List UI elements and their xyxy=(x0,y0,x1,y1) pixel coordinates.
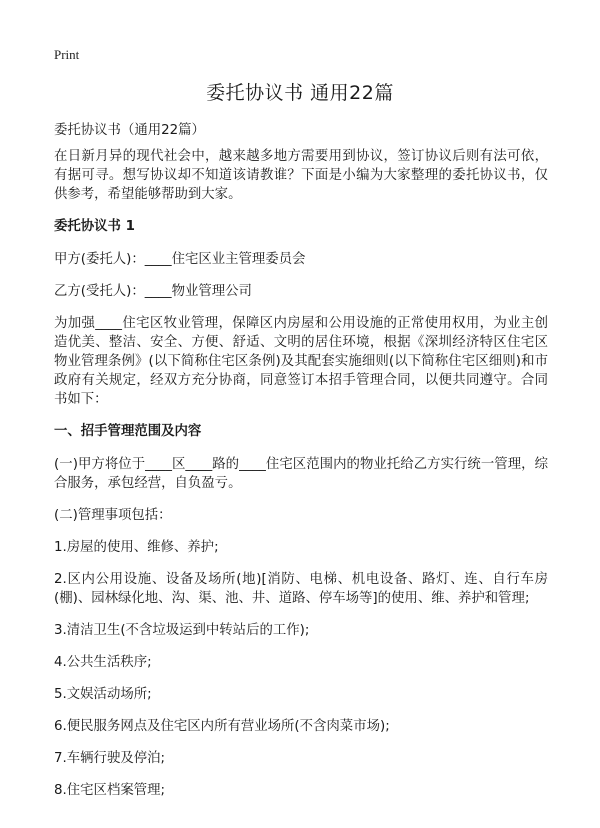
list-item: 4.公共生活秩序; xyxy=(54,655,152,670)
clause-paragraph: (二)管理事项包括： xyxy=(54,508,172,523)
list-item: 8.住宅区档案管理; xyxy=(54,783,166,798)
print-link[interactable]: Print xyxy=(54,47,80,62)
list-item: 2.区内公用设施、设备及场所(地)[消防、电梯、机电设备、路灯、连、自行车房(棚)、园林绿化地、沟、渠、池、井、道路、停车场等]的使用、维、养护和管理; xyxy=(54,572,548,606)
preamble-paragraph: 为加强____住宅区牧业管理，保障区内房屋和公用设施的正常使用权用，为业主创造优美、整洁、安全、方便、舒适、文明的居住环境，根据《深圳经济特区住宅区物业管理条例》(以下简称住宅区条例)及其配套实施细则(以下简称住宅区细则)和市政府有关规定，经双方充分协商，同意签订本招手管理合同，以便共同遵守。合同书如下： xyxy=(54,316,548,407)
party-b-line: 乙方(受托人)：____物业管理公司 xyxy=(54,284,252,299)
list-item: 7.车辆行驶及停泊; xyxy=(54,751,166,766)
intro-paragraph: 在日新月异的现代社会中，越来越多地方需要用到协议，签订协议后则有法可依，有据可寻。想写协议却不知道该请教谁？下面是小编为大家整理的委托协议书，仅供参考，希望能够帮助到大家。 xyxy=(54,149,548,202)
party-a-line: 甲方(委托人)：____住宅区业主管理委员会 xyxy=(54,252,306,267)
list-item: 1.房屋的使用、维修、养护; xyxy=(54,540,219,555)
list-item: 3.清洁卫生(不含垃圾运到中转站后的工作); xyxy=(54,623,310,638)
section-heading: 委托协议书 1 xyxy=(54,219,135,234)
clause-paragraph: (一)甲方将位于____区____路的____住宅区范围内的物业托给乙方实行统一管理，综合服务，承包经营，自负盈亏。 xyxy=(54,457,548,491)
document-title: 委托协议书 通用22篇 xyxy=(206,82,394,104)
document-body xyxy=(54,121,548,813)
clause-heading: 一、招手管理范围及内容 xyxy=(54,424,202,439)
list-item: 6.便民服务网点及住宅区内所有营业场所(不含肉菜市场); xyxy=(54,719,390,734)
document-subtitle: 委托协议书（通用22篇） xyxy=(54,123,205,138)
list-item: 5.文娱活动场所; xyxy=(54,687,152,702)
